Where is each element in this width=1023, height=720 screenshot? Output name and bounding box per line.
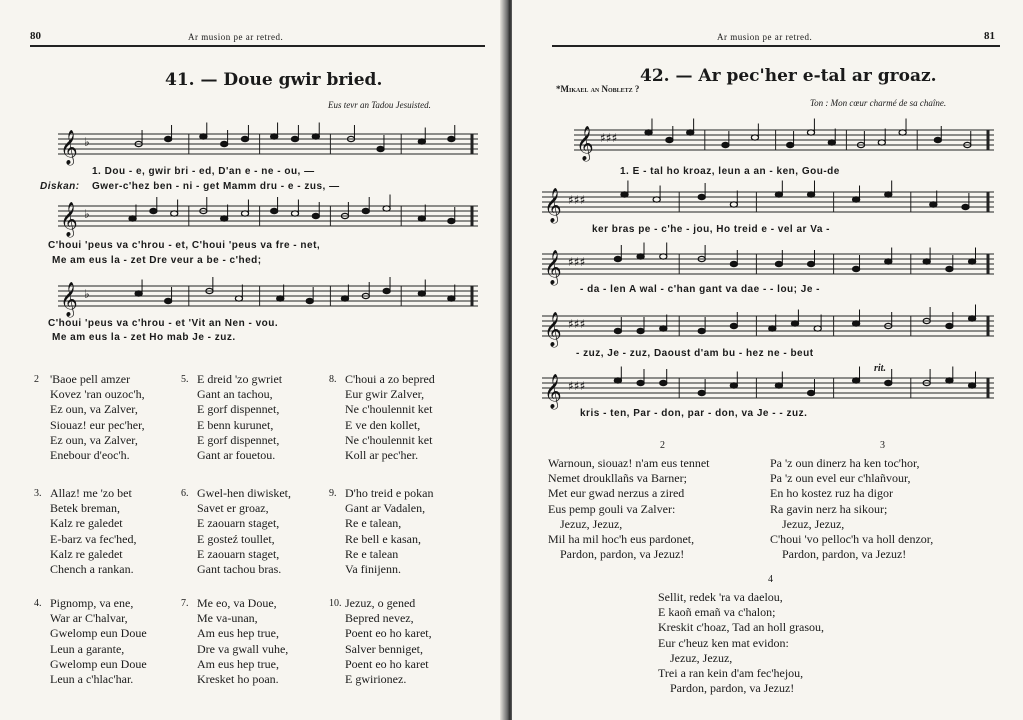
lyric-line: ker bras pe - c'he - jou, Ho treid e - vel ar Va - — [592, 224, 831, 235]
note-head — [291, 211, 298, 216]
note-head — [637, 254, 644, 259]
note-head — [946, 266, 953, 271]
note-head — [200, 134, 207, 139]
verse-line: Eur c'heuz ken mat evidon: — [658, 635, 789, 650]
verse-line: Kalz re galedet — [50, 516, 123, 531]
verse-number: 3. — [34, 488, 42, 499]
verse-line: Met eur gwad nerzus a zired — [548, 486, 685, 501]
ritardando-marking: rit. — [874, 363, 886, 374]
verse-line: Va finijenn. — [345, 562, 401, 577]
verse-line: Re bell e kasan, — [345, 531, 421, 546]
note-head — [969, 259, 976, 264]
verse-number: 3 — [880, 440, 885, 451]
note-head — [614, 378, 621, 383]
verse — [34, 596, 147, 687]
music-staff — [542, 372, 994, 409]
verse-line: Trei a ran kein d'am fec'hejou, — [658, 666, 804, 681]
key-signature: ♭ — [84, 207, 90, 221]
verse-line: Mil ha mil hoc'h eus pardonet, — [548, 532, 695, 547]
note-head — [962, 204, 969, 209]
verse-line: Me va-unan, — [197, 611, 258, 626]
note-head — [730, 202, 737, 207]
author: *Mikael an Nobletz ? — [556, 84, 640, 94]
verse-line: Ra gavin nerz ha sikour; — [770, 501, 888, 516]
note-head — [885, 259, 892, 264]
verse-line: Am eus hep true, — [197, 656, 279, 671]
key-signature: ♭ — [84, 135, 90, 149]
verse-line: E ve den kollet, — [345, 417, 421, 432]
verse — [329, 596, 432, 687]
verse-line: War ar C'halvar, — [50, 611, 128, 626]
note-head — [775, 383, 782, 388]
treble-clef: 𝄞 — [544, 374, 562, 409]
verse-line: Me eo, va Doue, — [197, 596, 277, 610]
verse — [34, 486, 137, 577]
verse-line: Leun a garante, — [50, 641, 125, 656]
verse-number: 6. — [181, 488, 189, 499]
verse-line: Pa 'z oun evel eur c'hlañvour, — [770, 471, 911, 486]
song-title: 42. — Ar pec'her e-tal ar groaz. — [640, 66, 937, 86]
key-signature: ♯♯♯ — [568, 379, 586, 393]
note-head — [853, 197, 860, 202]
verse-line: E gosteź toullet, — [197, 531, 275, 546]
verse — [181, 596, 289, 687]
verse-number: 7. — [181, 598, 189, 609]
music-staff — [58, 128, 478, 165]
verse-line: Am eus hep true, — [197, 626, 279, 641]
note-head — [730, 323, 737, 328]
note-head — [135, 291, 142, 296]
verse-line: Poent eo ho karet, — [345, 626, 432, 641]
verse-line: Sellit, redek 'ra va daelou, — [658, 590, 783, 604]
verse-line: Nemet droukllañs va Barner; — [548, 471, 687, 486]
verse-line: Savet er groaz, — [197, 501, 269, 516]
note-head — [645, 130, 652, 135]
verse — [770, 456, 933, 562]
key-signature: ♯♯♯ — [600, 131, 618, 145]
lyric-line: Me am eus la - zet Dre veur a be - c'hed; — [52, 255, 262, 266]
left-page — [0, 0, 506, 720]
note-head — [312, 213, 319, 218]
note-head — [653, 197, 660, 202]
note-head — [383, 288, 390, 293]
verse-line: Bepred nevez, — [345, 611, 414, 626]
note-head — [171, 211, 178, 216]
note-head — [946, 323, 953, 328]
note-head — [698, 328, 705, 333]
note-head — [828, 140, 835, 145]
note-head — [660, 380, 667, 385]
note-head — [660, 254, 667, 259]
verse-line: E zaouarn staget, — [197, 516, 280, 531]
verse-line: Gant ar Vadalen, — [345, 501, 426, 516]
note-head — [362, 208, 369, 213]
verse-line: E benn kurunet, — [197, 417, 274, 432]
note-head — [969, 316, 976, 321]
note-head — [751, 135, 758, 140]
note-head — [899, 130, 906, 135]
note-head — [807, 261, 814, 266]
page-number: 80 — [30, 30, 41, 42]
lyric-line: C'houi 'peus va c'hrou - et 'Vit an Nen - vou. — [48, 318, 279, 329]
verse-line: Gant tachou bras. — [197, 562, 282, 577]
verse-line: Pardon, pardon, va Jezuz! — [548, 547, 685, 562]
song-title: 41. — Doue gwir bried. — [165, 70, 383, 90]
verse-line: Kovez 'ran ouzoc'h, — [50, 387, 145, 402]
lyric-line: C'houi 'peus va c'hrou - et, C'houi 'peus va fre - net, — [48, 240, 321, 251]
running-head: Ar musion pe ar retred. — [717, 32, 813, 42]
note-head — [129, 216, 136, 221]
note-head — [930, 202, 937, 207]
verse-number: 8. — [329, 374, 337, 385]
verse-line: Siouaz! eur pec'her, — [50, 417, 145, 432]
note-head — [885, 192, 892, 197]
note-head — [969, 383, 976, 388]
verse-line: Jezuz, Jezuz, — [658, 650, 733, 665]
verse-line: Kalz re galedet — [50, 546, 123, 561]
verse-number: 9. — [329, 488, 337, 499]
verse-line: C'houi 'vo pelloc'h va holl denzor, — [770, 532, 934, 547]
verse-line: Koll ar pec'her. — [345, 448, 419, 463]
note-head — [807, 192, 814, 197]
note-head — [687, 130, 694, 135]
verse-line: Pignomp, va ene, — [50, 596, 134, 610]
note-head — [934, 137, 941, 142]
verse-number: 4. — [34, 598, 42, 609]
header-rule — [30, 45, 485, 47]
music-staff — [58, 280, 478, 317]
note-head — [853, 266, 860, 271]
note-head — [383, 206, 390, 211]
verse — [34, 372, 145, 463]
note-head — [241, 136, 248, 141]
verse-line: E zaouarn staget, — [197, 546, 280, 561]
music-staff — [542, 248, 994, 285]
note-head — [637, 328, 644, 333]
verse-line: Enebour d'eoc'h. — [50, 448, 130, 463]
note-head — [150, 208, 157, 213]
note-head — [235, 296, 242, 301]
verse-line: Kreskit c'hoaz, Tad an holl grasou, — [658, 620, 825, 635]
note-head — [775, 192, 782, 197]
verse-line: Betek breman, — [50, 501, 120, 516]
verse-line: 'Baoe pell amzer — [50, 372, 131, 386]
verse — [329, 486, 434, 577]
verse-line: E-barz va fec'hed, — [50, 531, 137, 546]
note-head — [271, 208, 278, 213]
note-head — [787, 142, 794, 147]
verse-line: Ez oun, va Zalver, — [50, 402, 138, 417]
verse-line: Pa 'z oun dinerz ha ken toc'hor, — [770, 456, 920, 470]
lyric-line: 1. E - tal ho kroaz, leun a an - ken, Gou-de — [620, 166, 840, 177]
verse-line: E gorf dispennet, — [197, 432, 280, 447]
music-staff — [58, 200, 478, 237]
note-head — [418, 291, 425, 296]
note-head — [923, 259, 930, 264]
note-head — [306, 298, 313, 303]
key-signature: ♯♯♯ — [568, 317, 586, 331]
note-head — [807, 130, 814, 135]
treble-clef: 𝄞 — [544, 250, 562, 285]
note-head — [637, 380, 644, 385]
verse-line: Poent eo ho karet — [345, 656, 429, 671]
lyric-line: - zuz, Je - zuz, Daoust d'am bu - hez ne - beut — [576, 348, 814, 359]
note-head — [730, 261, 737, 266]
verse-line: Kresket ho poan. — [197, 672, 279, 687]
note-head — [698, 390, 705, 395]
lyric-line: - da - len A wal - c'han gant va dae - - lou; Je - — [580, 284, 820, 295]
lyric-line: 1. Dou - e, gwir bri - ed, D'an e - ne - ou, — — [92, 166, 315, 177]
note-head — [614, 328, 621, 333]
note-head — [221, 216, 228, 221]
treble-clef: 𝄞 — [576, 126, 594, 161]
running-head: Ar musion pe ar retred. — [188, 32, 284, 42]
verse-line: E gorf dispennet, — [197, 402, 280, 417]
key-signature: ♭ — [84, 287, 90, 301]
key-signature: ♯♯♯ — [568, 193, 586, 207]
right-page — [512, 0, 1023, 720]
tune-note: Eus tevr an Tadou Jesuisted. — [328, 100, 431, 110]
verse-line: Dre va gwall vuhe, — [197, 641, 289, 656]
note-head — [271, 134, 278, 139]
note-head — [614, 256, 621, 261]
note-head — [814, 326, 821, 331]
verse-line: Jezuz, Jezuz, — [548, 516, 623, 531]
verse-line: C'houi a zo bepred — [345, 372, 435, 386]
page-number: 81 — [984, 30, 995, 42]
verse-line: Gwel-hen diwisket, — [197, 486, 291, 500]
verse — [181, 372, 283, 463]
verse — [658, 590, 824, 696]
lyric-line: Gwer-c'hez ben - ni - get Mamm dru - e - zus, — — [92, 181, 340, 192]
verse-line: D'ho treid e pokan — [345, 486, 434, 500]
note-head — [418, 139, 425, 144]
note-head — [377, 146, 384, 151]
verse-line: Ne c'houlennit ket — [345, 432, 433, 447]
lyric-line: Me am eus la - zet Ho mab Je - zuz. — [52, 332, 236, 343]
note-head — [621, 192, 628, 197]
verse-line: Warnoun, siouaz! n'am eus tennet — [548, 456, 710, 470]
verse-line: En ho kostez ruz ha digor — [770, 486, 893, 501]
note-head — [666, 137, 673, 142]
note-head — [660, 326, 667, 331]
verse-line: Gant an tachou, — [197, 387, 273, 402]
verse-number: 2 — [660, 440, 665, 451]
verse-line: Gant ar fouetou. — [197, 448, 276, 463]
verse-line: Allaz! me 'zo bet — [50, 486, 132, 500]
treble-clef: 𝄞 — [60, 282, 78, 317]
verse-line: Ez oun, va Zalver, — [50, 432, 138, 447]
note-head — [853, 378, 860, 383]
header-rule — [552, 45, 1000, 47]
verse-line: E dreid 'zo gwriet — [197, 372, 283, 386]
lyric-line: kris - ten, Par - don, par - don, va Je - - zuz. — [580, 408, 808, 419]
verse-number: 4 — [768, 574, 773, 585]
note-head — [165, 136, 172, 141]
verse-line: E gwirionez. — [345, 672, 407, 687]
verse — [548, 456, 709, 562]
treble-clef: 𝄞 — [60, 130, 78, 165]
verse-line: Pardon, pardon, va Jezuz! — [770, 547, 907, 562]
verse-number: 5. — [181, 374, 189, 385]
note-head — [807, 390, 814, 395]
note-head — [448, 296, 455, 301]
music-staff — [574, 124, 994, 161]
note-head — [878, 140, 885, 145]
note-head — [722, 142, 729, 147]
note-head — [448, 136, 455, 141]
music-staff — [542, 186, 994, 223]
note-head — [241, 211, 248, 216]
tune-note: Ton : Mon cœur charmé de sa chaîne. — [810, 98, 947, 108]
note-head — [769, 326, 776, 331]
verse-line: Pardon, pardon, va Jezuz! — [658, 681, 795, 696]
note-head — [312, 134, 319, 139]
verse — [329, 372, 435, 463]
verse-line: Ne c'houlennit ket — [345, 402, 433, 417]
note-head — [165, 298, 172, 303]
note-head — [775, 261, 782, 266]
verse-line: Re e talean, — [345, 516, 402, 531]
verse-line: Gwelomp eun Doue — [50, 626, 147, 641]
verse-number: 10. — [329, 598, 342, 609]
verse-line: Jezuz, Jezuz, — [770, 516, 845, 531]
note-head — [291, 136, 298, 141]
verse-line: Jezuz, o gened — [345, 596, 416, 610]
music-staff — [542, 310, 994, 347]
refrain-label: Diskan: — [40, 181, 80, 192]
note-head — [698, 194, 705, 199]
treble-clef: 𝄞 — [544, 312, 562, 347]
note-head — [418, 216, 425, 221]
key-signature: ♯♯♯ — [568, 255, 586, 269]
note-head — [791, 321, 798, 326]
verse-line: Leun a c'hlac'har. — [50, 672, 134, 687]
note-head — [341, 296, 348, 301]
note-head — [221, 141, 228, 146]
verse-line: Chench a rankan. — [50, 562, 134, 577]
note-head — [277, 296, 284, 301]
verse-number: 2 — [34, 374, 39, 385]
verse — [181, 486, 291, 577]
verse-line: E kaoñ emañ va c'halon; — [658, 605, 776, 620]
verse-line: Eur gwir Zalver, — [345, 387, 425, 402]
verse-line: Eus pemp gouli va Zalver: — [548, 501, 676, 516]
treble-clef: 𝄞 — [60, 202, 78, 237]
note-head — [448, 218, 455, 223]
note-head — [885, 380, 892, 385]
note-head — [946, 378, 953, 383]
treble-clef: 𝄞 — [544, 188, 562, 223]
verse-line: Re e talean — [345, 546, 399, 561]
note-head — [853, 321, 860, 326]
note-head — [730, 383, 737, 388]
verse-line: Gwelomp eun Doue — [50, 656, 147, 671]
verse-line: Salver benniget, — [345, 641, 423, 656]
